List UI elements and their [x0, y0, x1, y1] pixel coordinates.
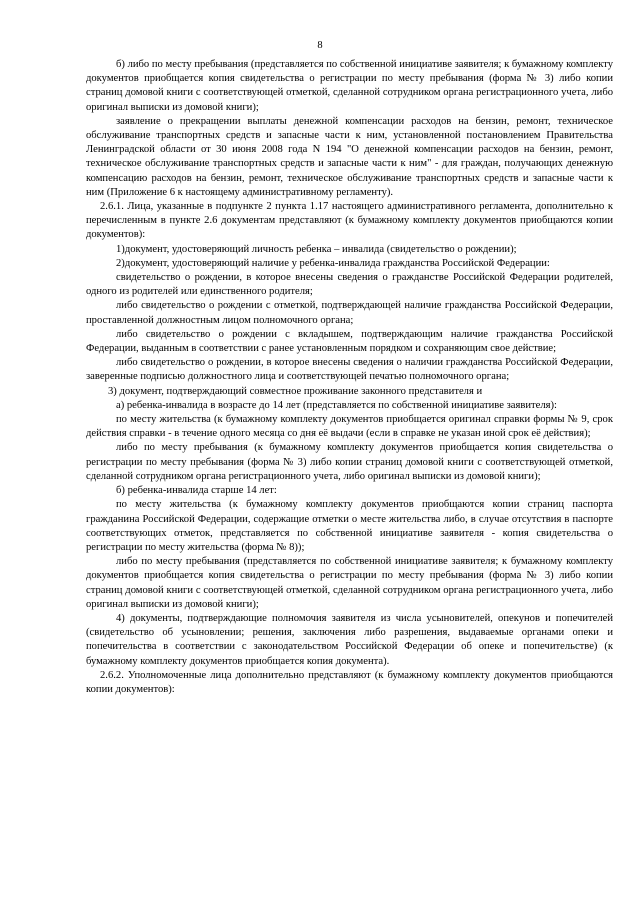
- paragraph-birth-certificate: свидетельство о рождении, в которое внесены сведения о гражданстве Российской Федерации родителей, одного из родителей или единственного родителя;: [86, 272, 613, 298]
- paragraph-section-2-6-2: 2.6.2. Уполномоченные лица дополнительно представляют (к бумажному комплекту документов приобщаются копии документов):: [86, 669, 613, 695]
- paragraph-place-of-stay-form-3: либо по месту пребывания (к бумажному комплекту документов приобщается копия свидетельства о регистрации по месту пребывания (форма № 3) либо копии страниц домовой книги с соответствующей отметкой, сделанной сотрудником органа регистрационного учета, либо оригинал выписки из домовой книги);: [86, 442, 613, 482]
- paragraph-birth-certificate-mark: либо свидетельство о рождении с отметкой, подтверждающей наличие гражданства Российской Федерации, проставленной должностным лицом полномочного органа;: [86, 300, 613, 326]
- page-number: 8: [317, 40, 323, 51]
- paragraph-item-2: 2)документ, удостоверяющий наличие у ребенка-инвалида гражданства Российской Федерации:: [116, 257, 550, 269]
- paragraph-item-1: 1)документ, удостоверяющий личность ребенка – инвалида (свидетельство о рождении);: [116, 243, 517, 255]
- paragraph-passport-residence: по месту жительства (к бумажному комплекту документов приобщаются копии страниц паспорта гражданина Российской Федерации, содержащие отметки о месте жительства либо, в случае отсутствия в паспорте соответствующих отметок, представляется по собственной инициативе заявителя - копия свидетельства о регистрации по месту жительства (форма № 8));: [86, 499, 613, 553]
- paragraph-termination-statement: заявление о прекращении выплаты денежной компенсации расходов на бензин, ремонт, техническое обслуживание транспортных средств и запасные части к ним, установленной постановлением Правительства Ленинградской области от 30 июня 2008 года N 194 "О денежной компенсации расходов на бензин, ремонт, техническое обслуживание транспортных средств и запасные части к ним" - для граждан, получающих денежную компенсацию расходов на бензин, ремонт, техническое обслуживание транспортных средств и запасные части к ним (Приложение 6 к настоящему административному регламенту).: [86, 115, 613, 198]
- paragraph-registration-place-of-stay: б) либо по месту пребывания (представляется по собственной инициативе заявителя; к бумажному комплекту документов приобщается копия свидетельства о регистрации по месту пребывания (форма № 3) либо копии страниц домовой книги с соответствующей отметкой, сделанной сотрудником органа регистрационного учета, либо оригинал выписки из домовой книги);: [86, 59, 613, 113]
- paragraph-section-2-6-1: 2.6.1. Лица, указанные в подпункте 2 пункта 1.17 настоящего административного регламента, дополнительно к перечисленным в пункте 2.6 документам представляют (к бумажному комплекту документов приобщаются копии документов):: [86, 201, 613, 241]
- paragraph-birth-certificate-insert: либо свидетельство о рождении с вкладышем, подтверждающим наличие гражданства Российской Федерации, выданным в соответствии с ранее установленным порядком и сохраняющим свое действие;: [86, 328, 613, 355]
- paragraph-item-4: 4) документы, подтверждающие полномочия заявителя из числа усыновителей, опекунов и попечителей (свидетельство об усыновлении; решения, заключения либо разрешения, выдаваемые органами опеки и попечительства в соответствии с законодательством Российской Федерации об опеке и попечительстве) (к бумажному комплекту документов приобщается копия документа).: [86, 612, 613, 667]
- paragraph-item-3a: а) ребенка-инвалида в возрасте до 14 лет (представляется по собственной инициативе заявителя):: [116, 399, 557, 411]
- paragraph-place-of-stay-repeat: либо по месту пребывания (представляется по собственной инициативе заявителя; к бумажному комплекту документов приобщается копия свидетельства о регистрации по месту пребывания (форма № 3) либо копии страниц домовой книги с соответствующей отметкой, сделанной сотрудником органа регистрационного учета, либо оригинал выписки из домовой книги);: [86, 556, 613, 610]
- paragraph-birth-certificate-signature: либо свидетельство о рождении, в которое внесены сведения о наличии гражданства Российской Федерации, заверенные подписью должностного лица и соответствующей печатью полномочного органа;: [86, 357, 613, 383]
- paragraph-item-3: 3) документ, подтверждающий совместное проживание законного представителя и: [108, 385, 483, 397]
- paragraph-item-3b: б) ребенка-инвалида старше 14 лет:: [116, 485, 277, 497]
- document-body: [86, 58, 613, 697]
- paragraph-place-of-residence-form-9: по месту жительства (к бумажному комплекту документов приобщается оригинал справки формы № 9, срок действия справки - в течение одного месяца со дня её выдачи (если в справке не указан иной срок её действия);: [86, 414, 613, 440]
